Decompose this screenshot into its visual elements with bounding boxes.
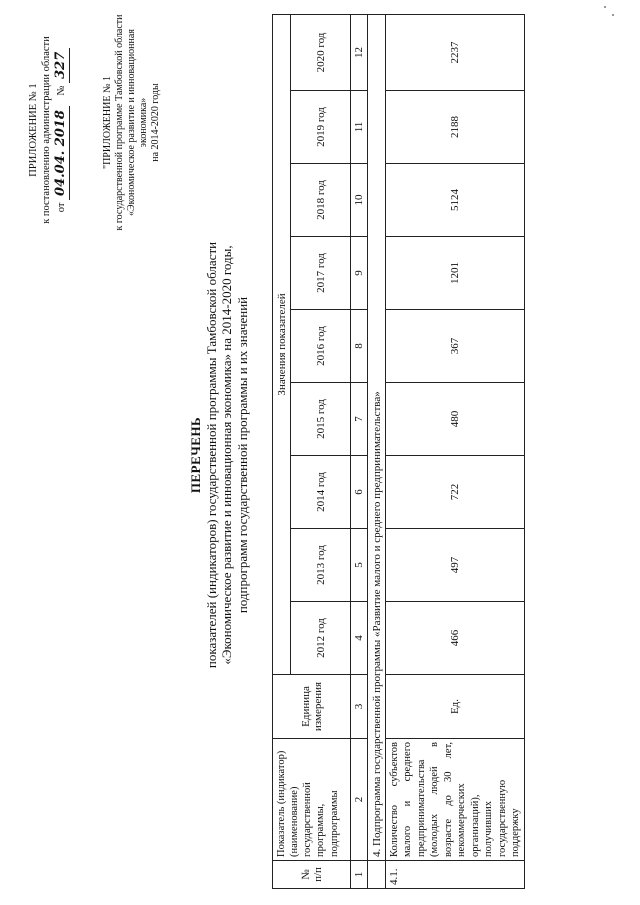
header-year: 2013 год: [291, 529, 351, 602]
section-num-cell: [368, 861, 386, 889]
column-number: 11: [351, 91, 368, 164]
row-value: 5124: [386, 164, 525, 237]
header-year: 2016 год: [291, 310, 351, 383]
row-indicator: Количество субъектов малого и среднего предпринимательства (молодых людей в возрасте до 30 лет, некоммерческих организаций), получивших государственную поддержку: [386, 739, 525, 861]
header-year: 2020 год: [291, 14, 351, 90]
document-title: ПЕРЕЧЕНЬ: [188, 416, 203, 494]
column-number: 4: [351, 602, 368, 675]
header-year: 2019 год: [291, 91, 351, 164]
header-year: 2012 год: [291, 602, 351, 675]
header-year: 2017 год: [291, 237, 351, 310]
scan-speck: [612, 14, 614, 16]
row-value: 497: [386, 529, 525, 602]
row-value: 367: [386, 310, 525, 383]
indicators-table: [272, 14, 525, 889]
table-row: [386, 14, 525, 888]
appendix-1-subtitle: к постановлению администрации области: [40, 36, 52, 224]
number-label: №: [56, 85, 68, 96]
column-number: 6: [351, 456, 368, 529]
scan-speck: [604, 6, 606, 8]
header-year: 2018 год: [291, 164, 351, 237]
column-number: 3: [351, 675, 368, 739]
appendix-1-title: ПРИЛОЖЕНИЕ № 1: [28, 83, 39, 177]
header-values-group: Значения показателей: [273, 14, 291, 674]
handwritten-number: 327: [53, 48, 70, 83]
header-num: № п/п: [273, 861, 351, 889]
column-number: 7: [351, 383, 368, 456]
appendix-2-title: "ПРИЛОЖЕНИЕ № 1: [102, 76, 113, 170]
column-number: 9: [351, 237, 368, 310]
handwritten-date: 04.04. 2018: [53, 106, 70, 200]
header-line-1: показателей (индикаторов) государственной программы Тамбовской области: [203, 241, 219, 669]
header-year: 2015 год: [291, 383, 351, 456]
column-number: 8: [351, 310, 368, 383]
row-number: 4.1.: [386, 861, 525, 889]
header-year: 2014 год: [291, 456, 351, 529]
row-value: 1201: [386, 237, 525, 310]
row-unit: Ед.: [386, 675, 525, 739]
row-value: 480: [386, 383, 525, 456]
appendix-1-block: [28, 15, 70, 245]
column-number: 1: [351, 861, 368, 889]
document-header: [188, 55, 250, 855]
header-indicator: Показатель (индикатор) (наименование) государственной программы, подпрограммы: [273, 739, 351, 861]
appendix-1-date-line: [53, 15, 70, 245]
appendix-2-line4: на 2014-2020 годы: [150, 83, 161, 162]
column-number: 2: [351, 739, 368, 861]
header-line-2: «Экономическое развитие и инновационная экономика» на 2014-2020 годы,: [219, 245, 235, 665]
header-line-3: подпрограмм государственной программы и их значений: [234, 296, 250, 614]
from-label: от: [56, 202, 68, 213]
column-number: 5: [351, 529, 368, 602]
appendix-2-block: [102, 10, 162, 235]
section-title: 4. Подпрограмма государственной программы «Развитие малого и среднего предпринимательства»: [368, 14, 386, 860]
header-unit: Единица измерения: [273, 675, 351, 739]
column-numbers-row: [351, 14, 368, 888]
appendix-2-line2: к государственной программе Тамбовской области: [114, 14, 125, 231]
row-value: 2237: [386, 14, 525, 90]
row-value: 466: [386, 602, 525, 675]
column-number: 12: [351, 14, 368, 90]
row-value: 722: [386, 456, 525, 529]
rotated-landscape-sheet: [10, 10, 630, 895]
appendix-2-line3: «Экономическое развитие и инновационная экономика»: [126, 29, 149, 216]
row-value: 2188: [386, 91, 525, 164]
column-number: 10: [351, 164, 368, 237]
